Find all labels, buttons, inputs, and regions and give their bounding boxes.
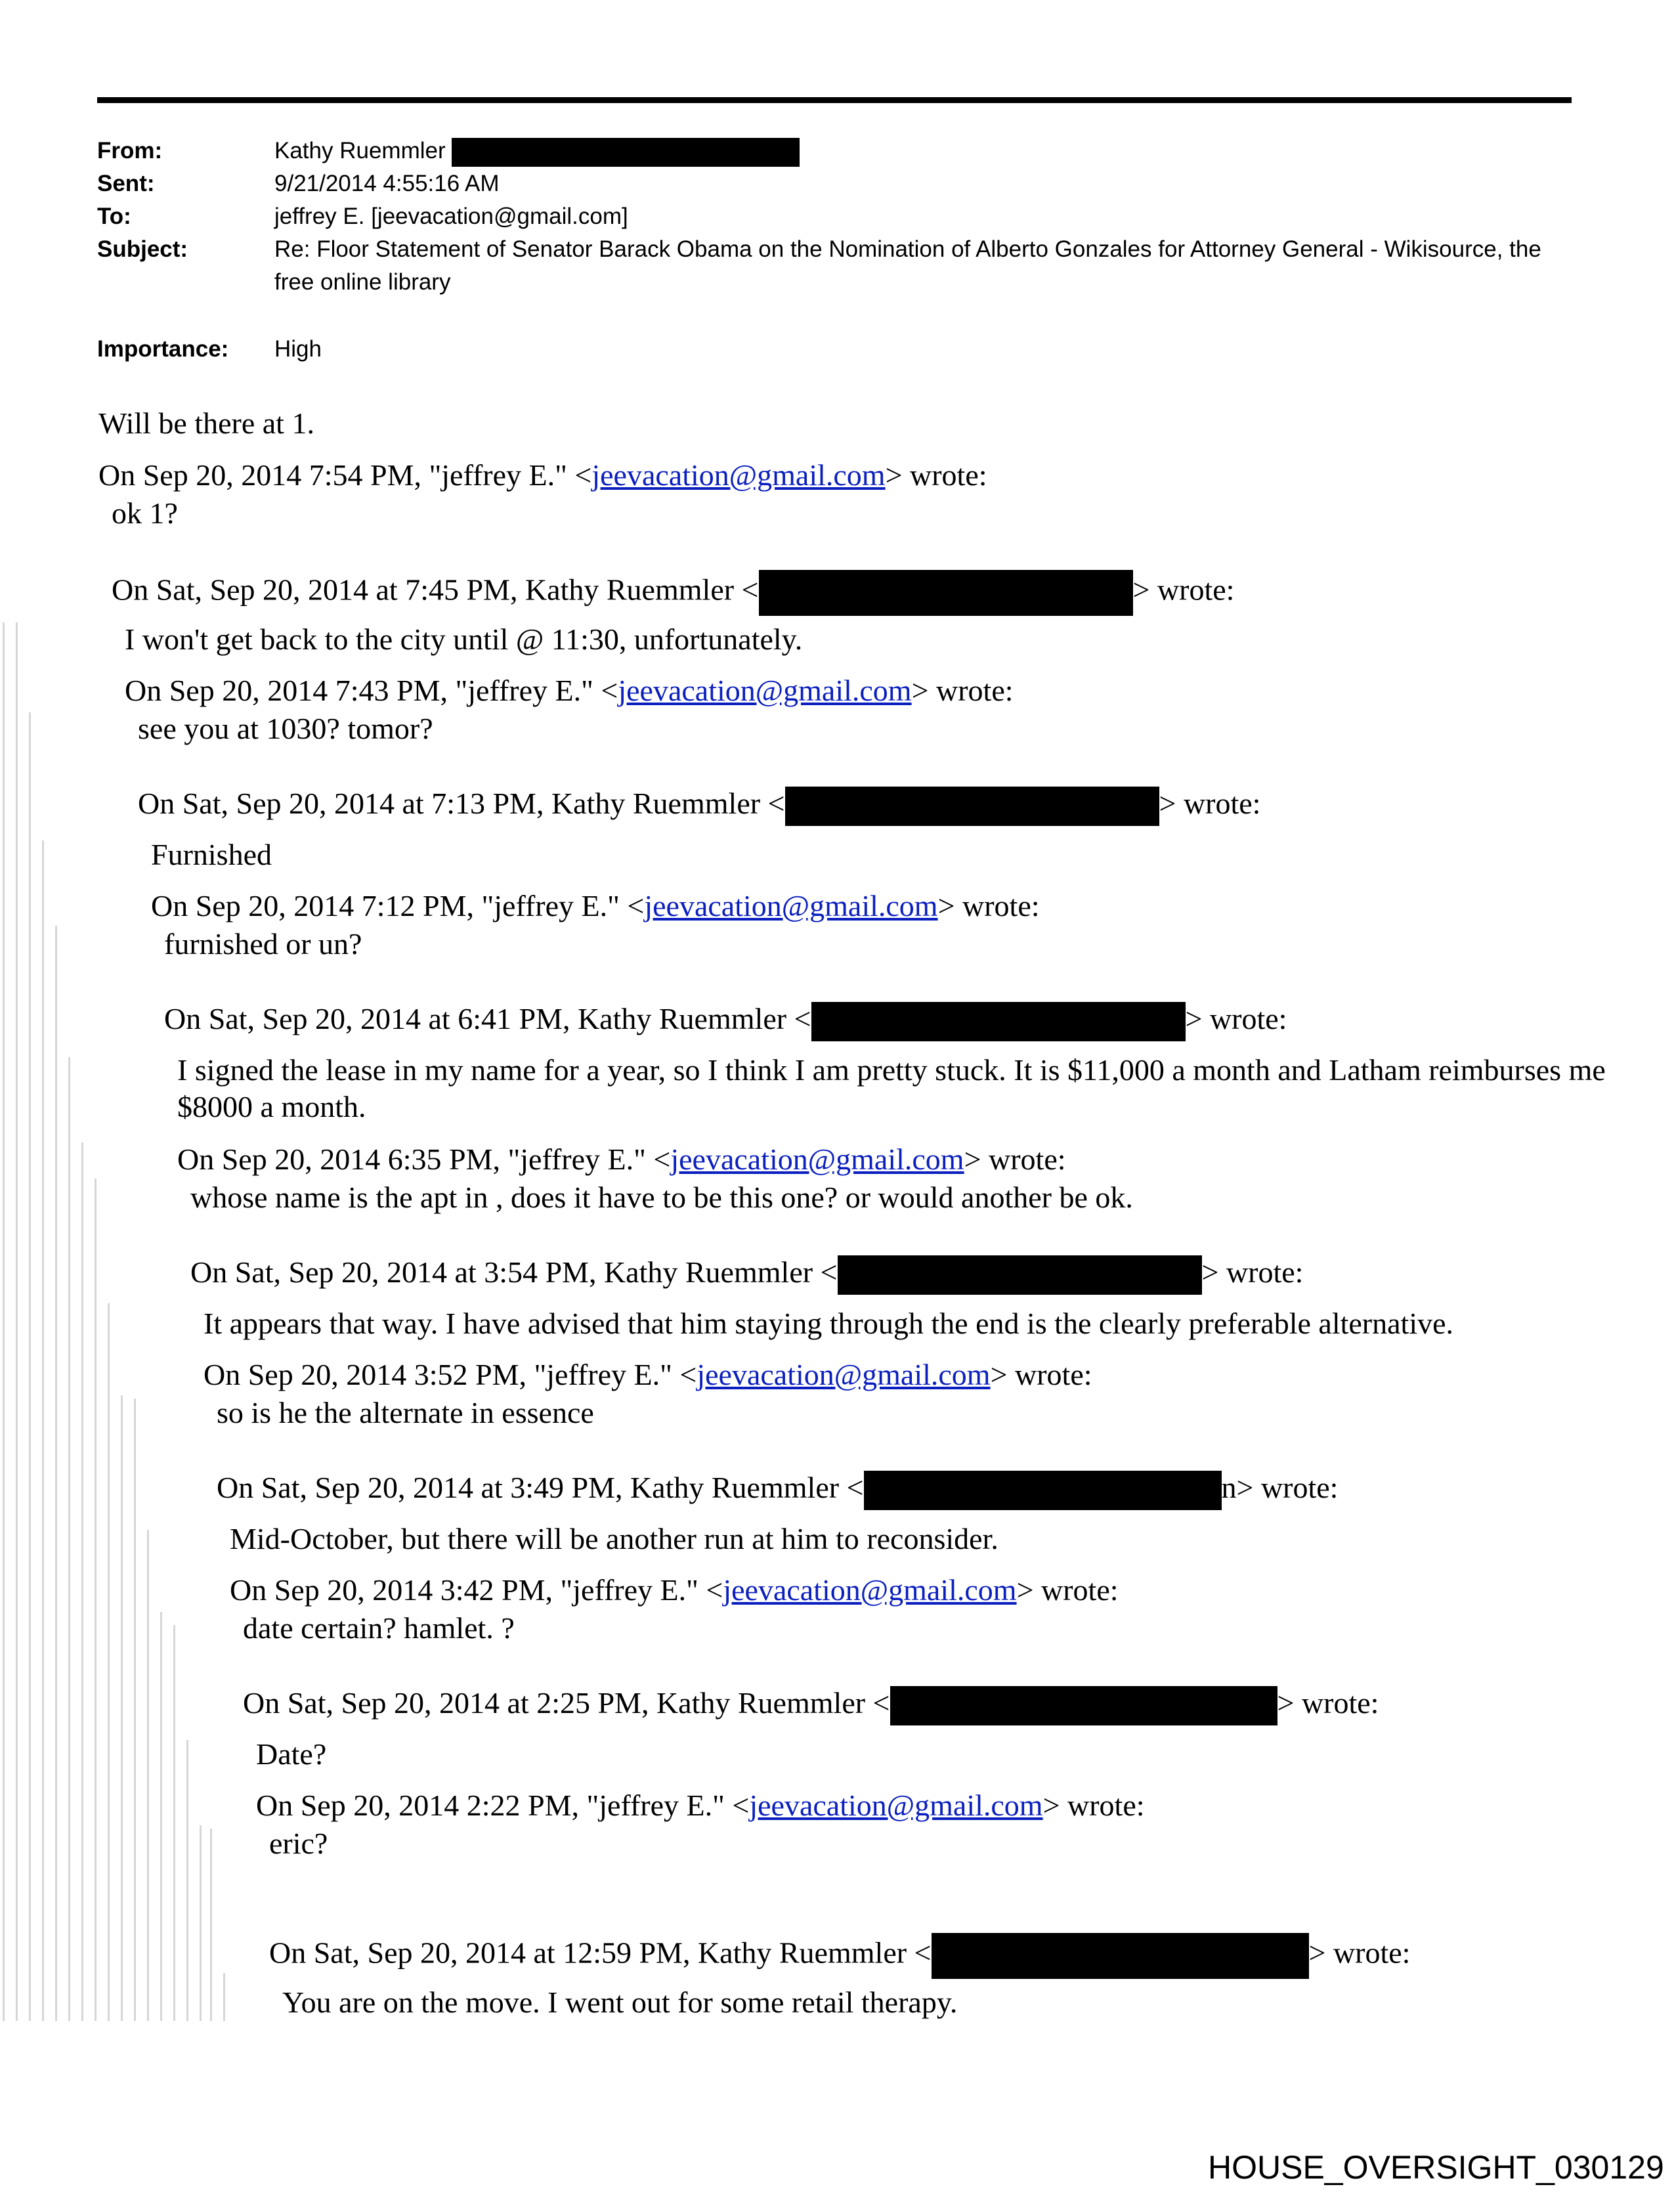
sent-label: Sent:	[97, 171, 155, 196]
sent-value: 9/21/2014 4:55:16 AM	[274, 171, 500, 196]
quote-header: On Sep 20, 2014 3:52 PM, "jeffrey E." <jeevacation@gmail.com> wrote:	[204, 1358, 1092, 1391]
bates-number: HOUSE_OVERSIGHT_030129	[1208, 2149, 1664, 2186]
to-value: jeffrey E. [jeevacation@gmail.com]	[274, 204, 628, 229]
email-link[interactable]: jeevacation@gmail.com	[644, 889, 938, 922]
quote-body: I won't get back to the city until @ 11:30, unfortunately.	[125, 622, 803, 656]
importance-value: High	[274, 336, 322, 362]
redaction-bar	[785, 787, 1159, 826]
quote-body: It appears that way. I have advised that him staying through the end is the clearly preferable alternative.	[204, 1307, 1454, 1340]
quote-bar	[210, 1829, 212, 2021]
redaction-bar	[759, 570, 1133, 616]
quote-bar	[134, 1399, 136, 2021]
subject-value: Re: Floor Statement of Senator Barack Obama on the Nomination of Alberto Gonzales for Attorney General - Wikisource, the free online library	[274, 236, 1541, 295]
quote-header: On Sat, Sep 20, 2014 at 6:41 PM, Kathy Ruemmler < > wrote:	[164, 1001, 1287, 1041]
quote-body: Furnished	[151, 838, 272, 871]
redaction-bar	[452, 138, 800, 167]
quote-header: On Sat, Sep 20, 2014 at 3:49 PM, Kathy Ruemmler < n> wrote:	[217, 1469, 1338, 1510]
quote-body: I signed the lease in my name for a year, so I think I am pretty stuck. It is $11,000 a month and Latham reimburses me $8000 a month.	[177, 1053, 1606, 1123]
email-link[interactable]: jeevacation@gmail.com	[749, 1789, 1043, 1822]
importance-label: Importance:	[97, 336, 229, 362]
quote-body: Date?	[256, 1737, 327, 1771]
quote-bar	[3, 622, 5, 2021]
quote-body: date certain? hamlet. ?	[243, 1611, 515, 1645]
from-label: From:	[97, 138, 163, 163]
email-header	[97, 135, 1574, 378]
quote-header: On Sat, Sep 20, 2014 at 7:45 PM, Kathy Ruemmler < > wrote:	[112, 570, 1234, 616]
quote-bar	[81, 1142, 83, 2021]
quote-bar	[108, 1303, 110, 2021]
quote-header: On Sep 20, 2014 7:43 PM, "jeffrey E." <jeevacation@gmail.com> wrote:	[125, 674, 1014, 707]
quote-body: eric?	[269, 1827, 328, 1860]
redaction-bar	[932, 1933, 1309, 1979]
header-rule	[97, 97, 1572, 103]
from-value: Kathy Ruemmler	[274, 135, 1574, 167]
quote-body: whose name is the apt in , does it have to be this one? or would another be ok.	[190, 1181, 1133, 1214]
quote-header: On Sep 20, 2014 7:12 PM, "jeffrey E." <jeevacation@gmail.com> wrote:	[151, 889, 1040, 922]
quote-bar	[147, 1530, 149, 2021]
quote-bar	[200, 1825, 202, 2021]
quote-body: see you at 1030? tomor?	[138, 712, 433, 745]
email-link[interactable]: jeevacation@gmail.com	[723, 1573, 1017, 1607]
quote-bar	[121, 1395, 123, 2021]
quote-header: On Sat, Sep 20, 2014 at 2:25 PM, Kathy Ruemmler < > wrote:	[243, 1685, 1379, 1725]
quote-bar	[223, 1973, 225, 2021]
quote-bar	[68, 1057, 70, 2021]
redaction-bar	[864, 1471, 1222, 1510]
to-label: To:	[97, 204, 131, 229]
quote-body: You are on the move. I went out for some retail therapy.	[282, 1985, 958, 2019]
quote-bar	[95, 1179, 97, 2021]
subject-label: Subject:	[97, 236, 188, 262]
quote-body: furnished or un?	[164, 927, 362, 961]
quote-body: ok 1?	[112, 496, 178, 530]
quote-bar	[186, 1740, 188, 2021]
quote-body: so is he the alternate in essence	[217, 1396, 594, 1429]
quote-bar	[160, 1612, 162, 2021]
quote-header: On Sat, Sep 20, 2014 at 3:54 PM, Kathy Ruemmler < > wrote:	[190, 1254, 1303, 1295]
redaction-bar	[838, 1255, 1202, 1295]
reply-text: Will be there at 1.	[98, 406, 314, 440]
quote-bar	[29, 712, 31, 2021]
email-link[interactable]: jeevacation@gmail.com	[697, 1358, 991, 1391]
quote-bar	[42, 840, 44, 2021]
quote-header: On Sep 20, 2014 7:54 PM, "jeffrey E." <jeevacation@gmail.com> wrote:	[98, 458, 987, 492]
redaction-bar	[811, 1002, 1186, 1041]
email-link[interactable]: jeevacation@gmail.com	[618, 674, 912, 707]
quote-body: Mid-October, but there will be another run at him to reconsider.	[230, 1522, 998, 1555]
quote-header: On Sat, Sep 20, 2014 at 12:59 PM, Kathy Ruemmler < > wrote:	[269, 1933, 1410, 1979]
email-link[interactable]: jeevacation@gmail.com	[591, 458, 886, 492]
quote-header: On Sep 20, 2014 2:22 PM, "jeffrey E." <jeevacation@gmail.com> wrote:	[256, 1789, 1145, 1822]
quote-bar	[16, 622, 18, 2021]
quote-header: On Sep 20, 2014 3:42 PM, "jeffrey E." <jeevacation@gmail.com> wrote:	[230, 1573, 1119, 1607]
redaction-bar	[890, 1686, 1277, 1725]
quote-header: On Sat, Sep 20, 2014 at 7:13 PM, Kathy Ruemmler < > wrote:	[138, 785, 1260, 826]
quote-bar	[173, 1625, 175, 2021]
quote-bar	[55, 926, 57, 2021]
email-link[interactable]: jeevacation@gmail.com	[670, 1142, 964, 1176]
quote-header: On Sep 20, 2014 6:35 PM, "jeffrey E." <jeevacation@gmail.com> wrote:	[177, 1142, 1066, 1176]
